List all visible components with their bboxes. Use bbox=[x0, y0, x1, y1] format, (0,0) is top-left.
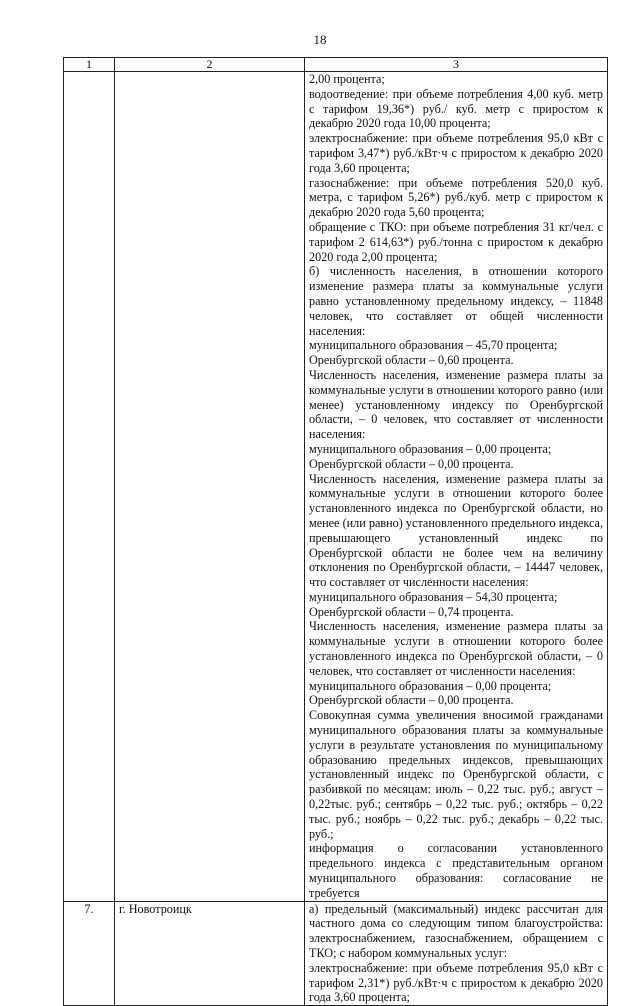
content-paragraph: муниципального образования – 0,00 процента; bbox=[309, 441, 552, 456]
content-paragraph: водоотведение: при объеме потребления 4,00 куб. метр с тарифом 19,36*) руб./ куб. метр с приростом к декабрю 2020 года 10,00 процента; bbox=[309, 86, 603, 131]
table-row bbox=[64, 72, 608, 902]
content-paragraph: обращение с ТКО: при объеме потребления 31 кг/чел. с тарифом 2 614,63*) руб./тонна с приростом к декабрю 2020 года 2,00 процента; bbox=[309, 219, 603, 264]
column-header-1: 1 bbox=[64, 58, 115, 72]
table-row bbox=[64, 901, 608, 1006]
table-header-row bbox=[64, 58, 608, 72]
content-paragraph: Совокупная сумма увеличения вносимой гражданами муниципального образования платы за коммунальные услуги в результате установления по муниципальному образованию предельных индексов, превышающих установленный индекс по Оренбургской области, с разбивкой по месяцам: июль – 0,22 тыс. руб.; август – 0,22тыс. руб.; сентябрь – 0,22 тыс. руб.; октябрь – 0,22 тыс. руб.; ноябрь – 0,22 тыс. руб.; декабрь – 0,22 тыс. руб.; bbox=[309, 708, 603, 841]
content-paragraph: б) численность населения, в отношении которого изменение размера платы за коммунальные услуги равно установленному предельному индексу, – 11848 человек, что составляет от общей численности населения: bbox=[309, 264, 603, 338]
row-number bbox=[64, 72, 115, 902]
content-paragraph: Оренбургской области – 0,00 процента. bbox=[309, 693, 514, 708]
row-number: 7. bbox=[64, 901, 115, 1006]
column-header-3: 3 bbox=[305, 58, 608, 72]
content-paragraph: электроснабжение: при объеме потребления 95,0 кВт с тарифом 3,47*) руб./кВт·ч с приростом к декабрю 2020 года 3,60 процента; bbox=[309, 131, 603, 175]
content-paragraph: Численность населения, изменение размера платы за коммунальные услуги в отношении которого более установленного индекса по Оренбургской области, – 0 человек, что составляет от численности населения: bbox=[309, 619, 603, 678]
content-paragraph: электроснабжение: при объеме потребления 95,0 кВт с тарифом 2,31*) руб./кВт·ч с приростом к декабрю 2020 года 3,60 процента; bbox=[309, 960, 603, 1005]
content-paragraph: Численность населения, изменение размера платы за коммунальные услуги в отношении которого равно (или менее) установленному индексу по Оренбургской области, – 0 человек, что составляет от численности населения: bbox=[309, 367, 603, 442]
content-paragraph: газоснабжение: при объеме потребления 520,0 куб. метра, с тарифом 5,26*) руб./куб. метр с приростом к декабрю 2020 года 5,60 процента; bbox=[309, 175, 603, 220]
content-paragraph: Оренбургской области – 0,00 процента. bbox=[309, 456, 514, 471]
content-paragraph: Оренбургской области – 0,60 процента. bbox=[309, 353, 514, 368]
municipality-name: г. Новотроицк bbox=[115, 901, 305, 1006]
content-paragraph: Численность населения, изменение размера платы за коммунальные услуги в отношении которого более установленного индекса по Оренбургской области, но менее (или равно) установленного предельного индекса, превышающего установленный индекс по Оренбургской области не более чем на величину отклонения по Оренбургской области, – 14447 человек, что составляет от численности населения: bbox=[309, 471, 603, 590]
municipality-name bbox=[115, 72, 305, 902]
column-header-2: 2 bbox=[115, 58, 305, 72]
content-paragraph: муниципального образования – 45,70 процента; bbox=[309, 338, 558, 353]
content-paragraph: муниципального образования – 0,00 процента; bbox=[309, 678, 552, 693]
row-content bbox=[305, 901, 608, 1006]
content-paragraph: информация о согласовании установленного предельного индекса с представительным органом муниципального образования: согласование не требуется bbox=[309, 841, 603, 900]
content-paragraph: Оренбургской области – 0,74 процента. bbox=[309, 604, 514, 619]
content-paragraph: муниципального образования – 54,30 процента; bbox=[309, 589, 558, 604]
document-table bbox=[63, 57, 608, 1006]
content-paragraph: 2,00 процента; bbox=[309, 72, 385, 86]
row-content bbox=[305, 72, 608, 902]
content-paragraph: а) предельный (максимальный) индекс рассчитан для частного дома со следующим типом благоустройства: электроснабжением, газоснабжением, обращением с ТКО; с набором коммунальных услуг: bbox=[309, 901, 603, 961]
page-number: 18 bbox=[313, 32, 327, 47]
